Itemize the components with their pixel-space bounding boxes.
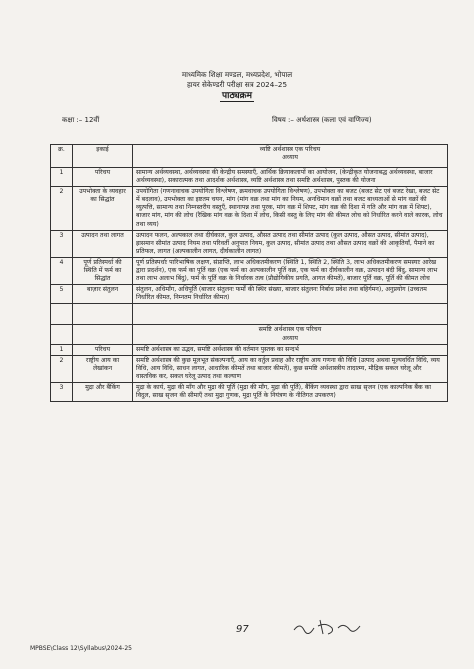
section2-subheading: अध्याय	[282, 334, 298, 342]
header-serial: क्र.	[51, 145, 73, 168]
table-row: 3 उत्पादन तथा लागत उत्पादन फलन, अल्पकाल तथा दीर्घकाल, कुल उत्पाद, औसत उत्पाद तथा सीमांत उत्पाद (कुल उत्पाद, औसत उत्पाद, सीमांत उत्पाद), ह्रासमान सीमांत उत्पाद नियम तथा परिवर्ती अनुपात नियम, कुल उत्पाद, सीमांत उत्पाद तथा औसत उत्पाद वक्रों की आकृतियाँ, पैमाने का प्रतिफल, लागत (अल्पकालीन लागत, दीर्घकालीन लागत)	[51, 230, 448, 257]
board-name: माध्यमिक शिक्षा मण्डल, मध्यप्रदेश, भोपाल	[181, 70, 293, 79]
table-row: 3 मुद्रा और बैंकिंग मुद्रा के कार्य, मुद्रा की माँग और मुद्रा की पूर्ति (मुद्रा की माँग, मुद्रा की पूर्ति), बैंकिंग व्यवस्था द्वारा साख सृजन (एक काल्पनिक बैंक का विदुल, साख सृजन की सीमाएँ तथा मुद्रा गुणक, मुद्रा पूर्ति के नियंत्रण के नीतिगत उपकरण)	[51, 382, 448, 401]
syllabus-table	[50, 144, 448, 402]
handwritten-signature-icon	[290, 612, 370, 640]
class-label: कक्षा :– 12वीं	[62, 116, 100, 124]
footer-path: MPBSE\Class 12\Syllabus\2024-25	[30, 645, 132, 652]
subject-label: विषय :– अर्थशास्त्र (कला एवं वाणिज्य)	[272, 116, 372, 124]
table-header-row	[51, 145, 448, 168]
table-row: 2 उपभोक्ता के व्यवहार का सिद्धांत उपयोगिता (गणनावाचक उपयोगिता विश्लेषण, क्रमवाचक उपयोगिता विश्लेषण), उपभोक्ता का बजट (बजट सेट एवं बजट रेखा, बजट सेट में बदलाव), उपभोक्ता का इष्टतम चयन, मांग (मांग वक्र तथा मांग का नियम, अनधिमान वक्रों तथा बजट बाध्यताओं से मांग वक्रों की व्युत्पत्ति, सामान्य तथा निम्नस्तरीय वस्तुएँ, स्थानापन्न तथा पूरक, मांग वक्र में शिफ्ट, मांग वक्र की दिशा में गति और मांग वक्र में शिफ्ट), बाजार मांग, मांग की लोच (रैखिक मांग वक्र के दिशा में लोच, किसी वस्तु के लिए मांग की कीमत लोच को निर्धारित करने वाले कारक, लोच तथा व्यय)	[51, 187, 448, 230]
header-section1: व्यष्टि अर्थशास्त्र एक परिचय अध्याय	[133, 145, 448, 168]
exam-session: हायर सेकेण्डरी परीक्षा सत्र 2024–25	[186, 80, 288, 89]
section2-header-row	[51, 325, 448, 344]
table-spacer-row	[51, 304, 448, 325]
page-number: 97	[236, 624, 249, 635]
table-row: 1 परिचय समष्टि अर्थशास्त्र का उद्भव, समष्टि अर्थशास्त्र की वर्तमान पुस्तक का सन्दर्भ	[51, 344, 448, 355]
table-row: 1 परिचय सामान्य अर्थव्यवस्था, अर्थव्यवस्था की केन्द्रीय समस्याएँ, आर्थिक क्रियाकलापों का आयोजन, (केन्द्रीकृत योजनाबद्ध अर्थव्यवस्था, बाजार अर्थव्यवस्था), सकारात्मक तथा आदर्शक अर्थशास्त्र, व्यष्टि अर्थशास्त्र तथा समष्टि अर्थशास्त्र, पुस्तक की योजना	[51, 168, 448, 187]
table-row: 5 बाज़ार संतुलन संतुलन, अधिमाँग, अधिपूर्ति (बाजार संतुलनः फर्मों की स्थिर संख्या, बाजार संतुलनः निर्बाध प्रवेश तथा बहिर्गमन), अनुप्रयोग (उच्चतम निर्धारित कीमत, निम्नतम निर्धारित कीमत)	[51, 285, 448, 304]
header-unit: इकाई	[73, 145, 133, 168]
section2-heading: समष्टि अर्थशास्त्र एक परिचय अध्याय	[133, 325, 448, 344]
table-row: 2 राष्ट्रीय आय का लेखांकन समष्टि अर्थशास्त्र की कुछ मूलभूत संकल्पनाएँ, आय का वर्तुल प्रवाह और राष्ट्रीय आय गणना की विधि (उत्पाद अथवा मूल्यवर्धित विधि, व्यय विधि, आय विधि, साधन लागत, आधारिक कीमतें तथा बाजार कीमतें), कुछ समष्टि अर्थशास्त्रीय तादात्म्य, मौद्रिक सकल घरेलू और वास्तविक कर, सकल घरेलू उत्पाद तथा कल्याण	[51, 355, 448, 382]
page-title: पाठ्यक्रम	[222, 91, 252, 101]
section1-subheading: अध्याय	[282, 154, 298, 162]
table-row: 4 पूर्ण प्रतिस्पर्धा की स्थिति में फर्म का सिद्धांत पूर्ण प्रतिस्पर्धाः पारिभाषिक लक्षण, संप्राप्ति, लाभ अधिकतमीकरण (स्थिति 1, स्थिति 2, स्थिति 3, लाभ अधिकतमीकरण समस्याः आरेख द्वारा प्रदर्शन), एक फर्म का पूर्ति वक्र (एक फर्म का अल्पकालीन पूर्ति वक्र, एक फर्म का दीर्घकालीन वक्र, उत्पादन बंदी बिंदु, सामान्य लाभ तथा लाभ अलाभ बिंदु), फर्म के पूर्ति वक्र के निर्धारक तत्व (प्रौद्योगिकीय प्रगति, आगत कीमतें), बाजार पूर्ति वक्र, पूर्ति की कीमत लोच	[51, 257, 448, 284]
